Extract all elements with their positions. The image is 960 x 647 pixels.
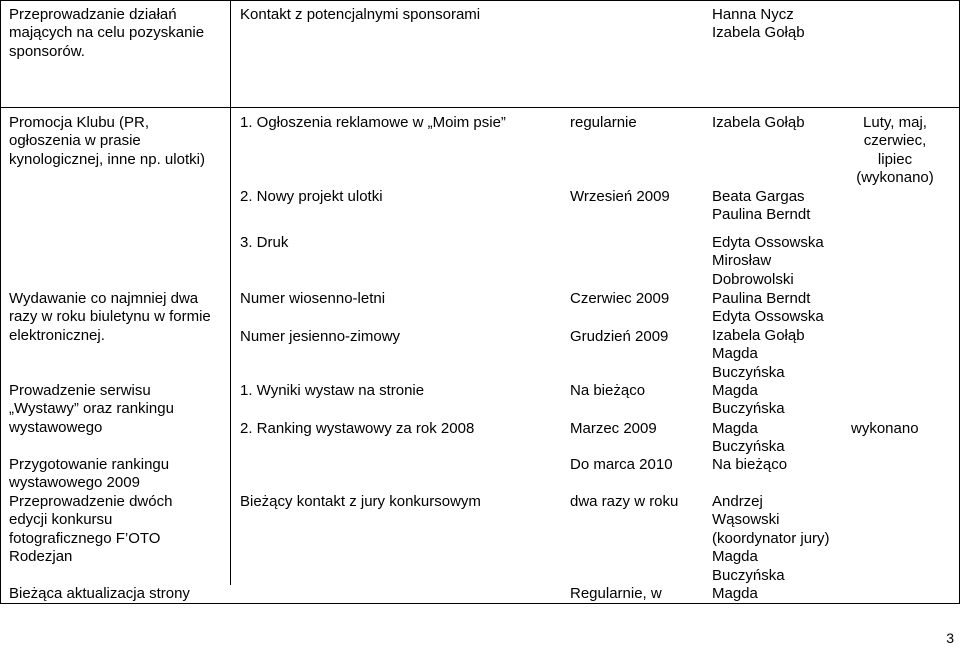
when-update: Regularnie, w <box>570 585 662 602</box>
task-update: Bieżąca aktualizacja strony <box>9 585 190 602</box>
person-results: Magda Buczyńska <box>712 382 785 418</box>
when-contest: dwa razy w roku <box>570 493 679 510</box>
action-print: 3. Druk <box>240 234 289 251</box>
issue-autumn: Numer jesienno-zimowy <box>240 328 401 345</box>
table-bottom-border <box>0 603 960 604</box>
task-bulletin: Wydawanie co najmniej dwa razy w roku biuletynu w formie elektronicznej. <box>9 290 211 344</box>
person-sponsors: Hanna Nycz Izabela Gołąb <box>712 6 805 42</box>
when-ads: regularnie <box>570 114 637 131</box>
person-ranking-2009: Na bieżąco <box>712 456 788 473</box>
action-contest: Bieżący kontakt z jury konkursowym <box>240 493 481 510</box>
when-spring: Czerwiec 2009 <box>570 290 670 307</box>
row-divider <box>0 107 960 108</box>
status-ranking-2008: wykonano <box>851 420 919 437</box>
action-sponsors: Kontakt z potencjalnymi sponsorami <box>240 6 481 23</box>
when-ranking-2008: Marzec 2009 <box>570 420 657 437</box>
person-update: Magda <box>712 585 758 602</box>
column-divider <box>230 0 231 585</box>
page-number: 3 <box>946 630 954 646</box>
table-top-border <box>0 0 960 1</box>
when-leaflet: Wrzesień 2009 <box>570 188 670 205</box>
action-ranking-2008: 2. Ranking wystawowy za rok 2008 <box>240 420 475 437</box>
person-ads: Izabela Gołąb <box>712 114 805 131</box>
task-contest: Przeprowadzenie dwóch edycji konkursu fotograficznego F’OTO Rodezjan <box>9 493 173 566</box>
person-print: Edyta Ossowska Mirosław Dobrowolski <box>712 234 824 288</box>
task-ranking-2009: Przygotowanie rankingu wystawowego 2009 <box>9 456 170 492</box>
person-contest: Andrzej Wąsowski (koordynator jury) Magda Buczyńska <box>712 493 830 584</box>
task-promotion: Promocja Klubu (PR, ogłoszenia w prasie kynologicznej, inne np. ulotki) <box>9 114 205 168</box>
action-leaflet: 2. Nowy projekt ulotki <box>240 188 383 205</box>
issue-spring: Numer wiosenno-letni <box>240 290 386 307</box>
person-ranking-2008: Magda Buczyńska <box>712 420 785 456</box>
table-left-border <box>0 0 1 604</box>
task-sponsors: Przeprowadzanie działań mających na celu pozyskanie sponsorów. <box>9 6 205 60</box>
person-spring: Paulina Berndt Edyta Ossowska <box>712 290 824 326</box>
action-ads: 1. Ogłoszenia reklamowe w „Moim psie” <box>240 114 506 131</box>
action-results: 1. Wyniki wystaw na stronie <box>240 382 425 399</box>
status-ads: Luty, maj, czerwiec, lipiec (wykonano) <box>856 114 934 187</box>
task-service: Prowadzenie serwisu „Wystawy” oraz rankingu wystawowego <box>9 382 174 436</box>
when-ranking-2009: Do marca 2010 <box>570 456 673 473</box>
person-autumn: Izabela Gołąb Magda Buczyńska <box>712 327 805 381</box>
when-autumn: Grudzień 2009 <box>570 328 669 345</box>
when-results: Na bieżąco <box>570 382 646 399</box>
person-leaflet: Beata Gargas Paulina Berndt <box>712 188 811 224</box>
